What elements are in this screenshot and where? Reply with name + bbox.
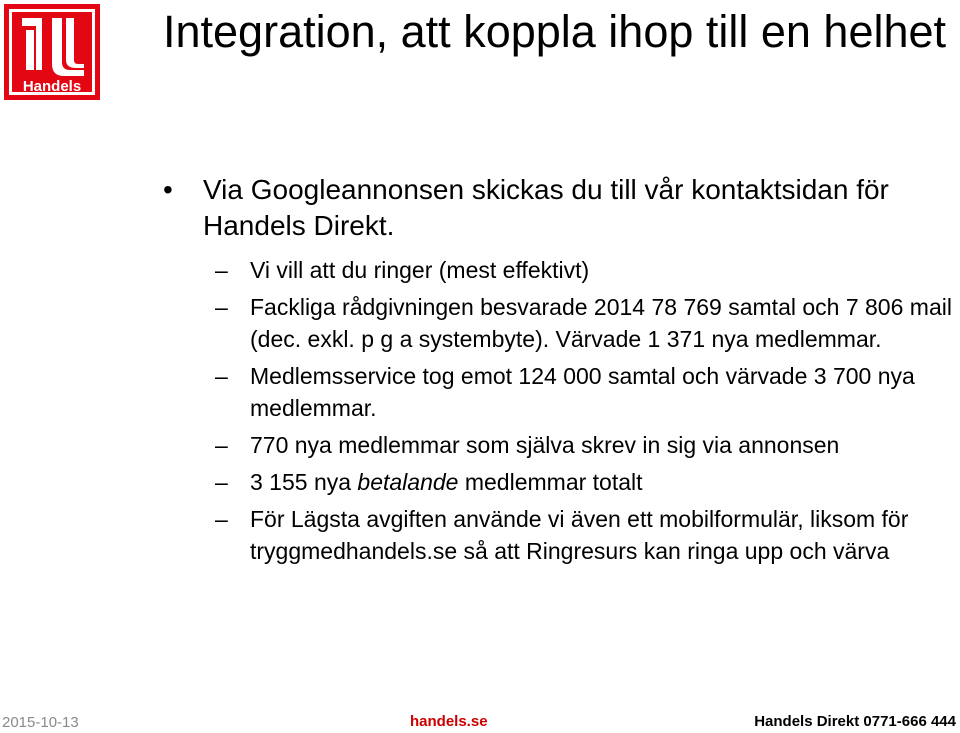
footer-phone: Handels Direkt 0771-666 444 <box>754 713 956 730</box>
sub-bullet-text-pre: 3 155 nya <box>250 469 358 495</box>
sub-bullet-mark: – <box>215 432 228 458</box>
footer-site-link[interactable]: handels.se <box>410 713 488 730</box>
sub-bullet-text: Medlemsservice tog emot 124 000 samtal och värvade 3 700 nya medlemmar. <box>250 363 915 421</box>
bullet-text: Via Googleannonsen skickas du till vår kontaktsidan för Handels Direkt. <box>203 174 889 241</box>
sub-bullet-text: 770 nya medlemmar som själva skrev in sig via annonsen <box>250 432 840 458</box>
slide-content <box>163 172 953 572</box>
sub-bullet-text-emphasis: betalande <box>357 469 459 495</box>
handels-logo <box>4 4 100 100</box>
sub-bullet-item <box>163 466 953 498</box>
sub-bullet-item <box>163 429 953 461</box>
sub-bullet-mark: – <box>215 294 228 320</box>
sub-bullet-item <box>163 254 953 286</box>
sub-bullet-mark: – <box>215 506 228 532</box>
sub-bullet-item <box>163 360 953 424</box>
slide-footer <box>0 708 960 733</box>
sub-bullet-mark: – <box>215 257 228 283</box>
sub-bullet-text: Vi vill att du ringer (mest effektivt) <box>250 257 590 283</box>
sub-bullet-item <box>163 291 953 355</box>
slide-title: Integration, att koppla ihop till en helhet <box>163 6 947 57</box>
footer-date: 2015-10-13 <box>2 714 79 731</box>
sub-bullet-mark: – <box>215 363 228 389</box>
sub-bullet-text: För Lägsta avgiften använde vi även ett mobilformulär, liksom för tryggmedhandels.se så att Ringresurs kan ringa upp och värva <box>250 506 909 564</box>
svg-text:Handels: Handels <box>22 78 82 95</box>
bullet-mark: • <box>163 174 173 205</box>
sub-bullet-text-post: medlemmar totalt <box>458 469 643 495</box>
bullet-item <box>163 172 953 244</box>
sub-bullet-mark: – <box>215 469 228 495</box>
sub-bullet-item <box>163 503 953 567</box>
sub-bullet-text: Fackliga rådgivningen besvarade 2014 78 769 samtal och 7 806 mail (dec. exkl. p g a systembyte). Värvade 1 371 nya medlemmar. <box>250 294 952 352</box>
